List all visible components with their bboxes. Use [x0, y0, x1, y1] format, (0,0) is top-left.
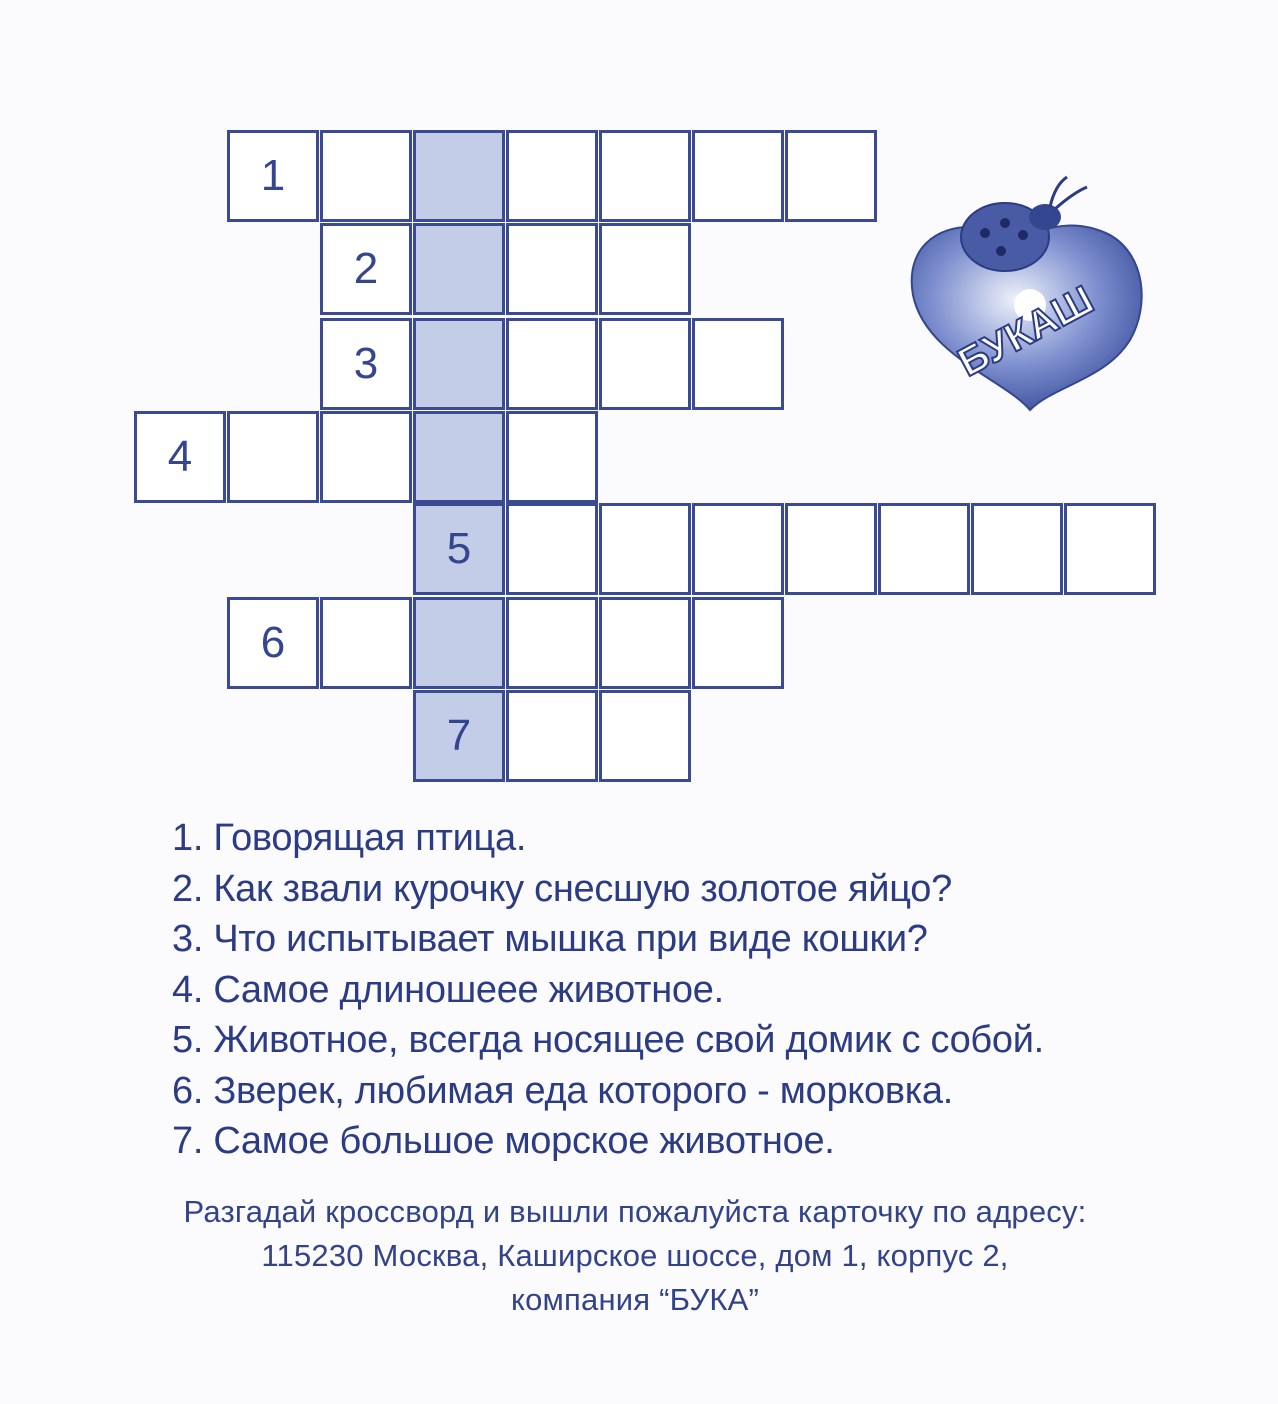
letter-cell[interactable]: [692, 318, 784, 410]
clue-number: 6: [260, 618, 286, 667]
letter-cell[interactable]: [1064, 503, 1156, 595]
letter-cell[interactable]: [692, 503, 784, 595]
clue-3: 3. Что испытывает мышка при виде кошки?: [172, 918, 928, 960]
letter-cell[interactable]: [506, 597, 598, 689]
letter-cell[interactable]: [320, 411, 412, 503]
clue-7: 7. Самое большое морское животное.: [172, 1120, 835, 1162]
letter-cell[interactable]: [506, 690, 598, 782]
letter-cell[interactable]: [227, 411, 319, 503]
letter-cell[interactable]: [413, 223, 505, 315]
letter-cell[interactable]: [785, 503, 877, 595]
clue-number-cell[interactable]: [227, 130, 319, 222]
letter-cell[interactable]: [599, 597, 691, 689]
letter-cell[interactable]: [971, 503, 1063, 595]
footer-line-1: Разгадай кроссворд и вышли пожалуйста карточку по адресу:: [183, 1194, 1087, 1229]
clue-number-cell[interactable]: [413, 690, 505, 782]
letter-cell[interactable]: [599, 130, 691, 222]
letter-cell[interactable]: [692, 597, 784, 689]
clue-number-cell[interactable]: [227, 597, 319, 689]
footer-line-3: компания “БУКА”: [510, 1282, 760, 1317]
clue-number: 3: [353, 339, 379, 388]
letter-cell[interactable]: [413, 130, 505, 222]
letter-cell[interactable]: [599, 223, 691, 315]
clue-number: 1: [260, 151, 286, 200]
letter-cell[interactable]: [692, 130, 784, 222]
letter-cell[interactable]: [413, 411, 505, 503]
clue-number-cell[interactable]: [320, 318, 412, 410]
letter-cell[interactable]: [413, 597, 505, 689]
letter-cell[interactable]: [320, 130, 412, 222]
letter-cell[interactable]: [599, 503, 691, 595]
clue-6: 6. Зверек, любимая еда которого - морковка.: [172, 1069, 953, 1112]
letter-cell[interactable]: [878, 503, 970, 595]
clue-1: 1. Говорящая птица.: [172, 817, 527, 859]
clue-number-cell[interactable]: [413, 503, 505, 595]
clue-5: 5. Животное, всегда носящее свой домик с собой.: [172, 1019, 1044, 1061]
clue-2: 2. Как звали курочку снесшую золотое яйцо?: [172, 867, 952, 910]
letter-cell[interactable]: [320, 597, 412, 689]
footer-address: [40, 1190, 1230, 1322]
letter-cell[interactable]: [599, 318, 691, 410]
letter-cell[interactable]: [599, 690, 691, 782]
footer-line-2: 115230 Москва, Каширское шоссе, дом 1, корпус 2,: [261, 1238, 1009, 1273]
clue-number: 2: [353, 244, 379, 293]
letter-cell[interactable]: [413, 318, 505, 410]
letter-cell[interactable]: [506, 411, 598, 503]
letter-cell[interactable]: [506, 130, 598, 222]
clue-number-cell[interactable]: [320, 223, 412, 315]
letter-cell[interactable]: [506, 503, 598, 595]
clue-number: 7: [446, 711, 472, 760]
letter-cell[interactable]: [506, 318, 598, 410]
letter-cell[interactable]: [785, 130, 877, 222]
clue-number: 4: [167, 432, 193, 481]
letter-cell[interactable]: [506, 223, 598, 315]
clue-list: [172, 813, 1172, 1167]
logo-text: БУКАШ: [951, 277, 1101, 386]
clue-4: 4. Самое длиношеее животное.: [172, 968, 724, 1011]
clue-number-cell[interactable]: [134, 411, 226, 503]
bukashki-logo: [905, 165, 1155, 415]
clue-number: 5: [446, 524, 472, 573]
